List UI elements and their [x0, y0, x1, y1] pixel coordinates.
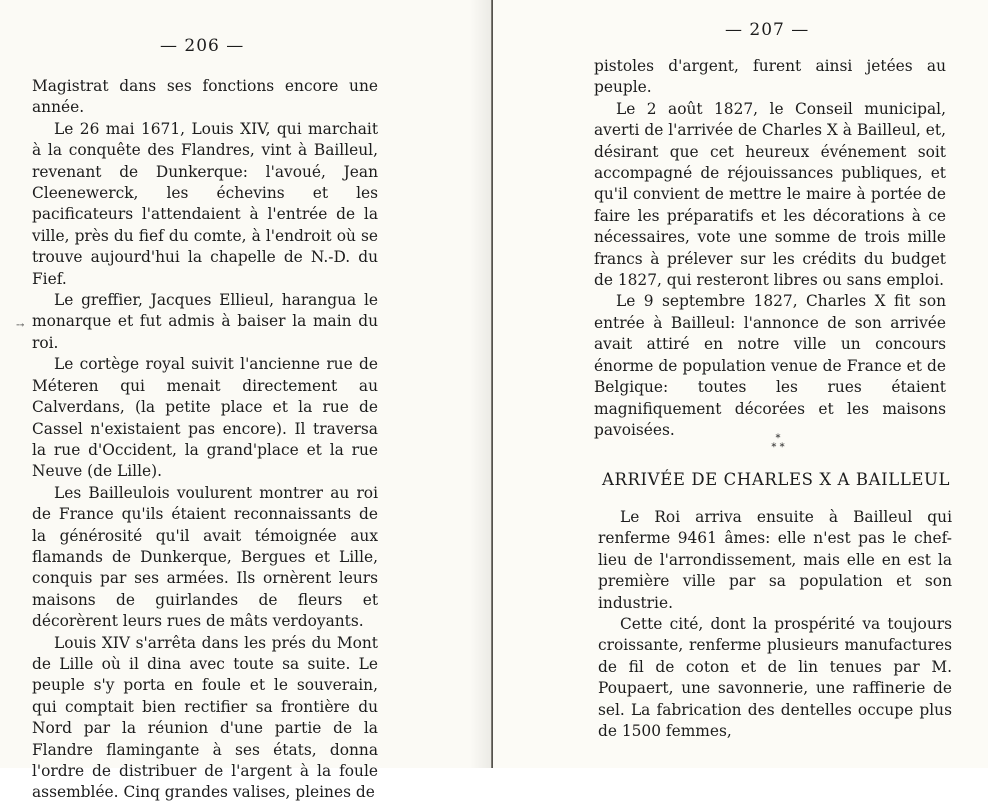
left-page	[0, 0, 492, 802]
page-number-right: — 207 —	[725, 20, 810, 40]
paragraph: Le greffier, Jacques Ellieul, harangua le monarque et fut admis à baiser la main du roi.	[32, 291, 378, 352]
paragraph: Louis XIV s'arrêta dans les prés du Mont de Lille où il dina avec toute sa suite. Le peuple s'y porta en foule et le souverain, qui comptait bien rectifier sa frontière du Nord par la réunion d'une partie de la Flandre flamingante à ses états, donna l'ordre de distribuer de l'argent à la foule assemblée. Cinq grandes valises, pleines de	[32, 633, 378, 802]
separator-stars-icon: * *	[771, 442, 785, 453]
separator-star-icon: *	[775, 433, 781, 444]
right-page-text	[594, 56, 946, 444]
paragraph: Le cortège royal suivit l'ancienne rue de Méteren qui menait directement au Calverdans, (la petite place et la rue de Cassel n'existaient pas encore). Il traversa la rue d'Occident, la grand'place et la rue Neuve (de Lille).	[32, 355, 378, 481]
paragraph: Cette cité, dont la prospérité va toujours croissante, renferme plusieurs manufactures de fil de coton et de lin tenues par M. Poupaert, une savonnerie, une raffinerie de sel. La fabrication des dentelles occupe plus de 1500 femmes,	[598, 615, 952, 741]
paragraph: Magistrat dans ses fonctions encore une année.	[32, 77, 378, 117]
section-separator	[766, 434, 790, 452]
section-heading: ARRIVÉE DE CHARLES X A BAILLEUL	[602, 470, 951, 489]
paragraph: Le 26 mai 1671, Louis XIV, qui marchait à la conquête des Flandres, vint à Bailleul, revenant de Dunkerque: l'avoué, Jean Cleenewerck, les échevins et les pacificateurs l'attendaient à l'entrée de la ville, près du fief du comte, à l'endroit où se trouve aujourd'hui la chapelle de N.-D. du Fief.	[32, 119, 378, 288]
paragraph: Les Bailleulois voulurent montrer au roi de France qu'ils étaient reconnaissants de la générosité qu'il avait témoignée aux flamands de Dunkerque, Bergues et Lille, conquis par ses armées. Ils ornèrent leurs maisons de guirlandes de fleurs et décorèrent leurs rues de mâts verdoyants.	[32, 483, 378, 631]
section-text	[598, 507, 952, 742]
left-page-text	[32, 76, 378, 804]
paragraph: pistoles d'argent, furent ainsi jetées au peuple.	[594, 57, 946, 97]
paragraph: Le Roi arriva ensuite à Bailleul qui renferme 9461 âmes: elle n'est pas le chef-lieu de l'arrondissement, mais elle en est la première ville par sa population et son industrie.	[598, 508, 952, 612]
paragraph: Le 2 août 1827, le Conseil municipal, averti de l'arrivée de Charles X à Bailleul, et, désirant que cet heureux événement soit accompagné de réjouissances publiques, et qu'il convient de mettre le maire à portée de faire les préparatifs et les décorations à ce nécessaires, vote une somme de trois mille francs à prélever sur les crédits du budget de 1827, qui resteront libres ou sans emploi.	[594, 99, 946, 290]
paragraph: Le 9 septembre 1827, Charles X fit son entrée à Bailleul: l'annonce de son arrivée avait attiré en notre ville un concours énorme de population venue de France et de Belgique: toutes les rues étaient magnifiquement décorées et les maisons pavoisées.	[594, 292, 946, 439]
margin-mark-icon: ⤍	[16, 320, 25, 331]
page-number-left: — 206 —	[160, 36, 245, 56]
